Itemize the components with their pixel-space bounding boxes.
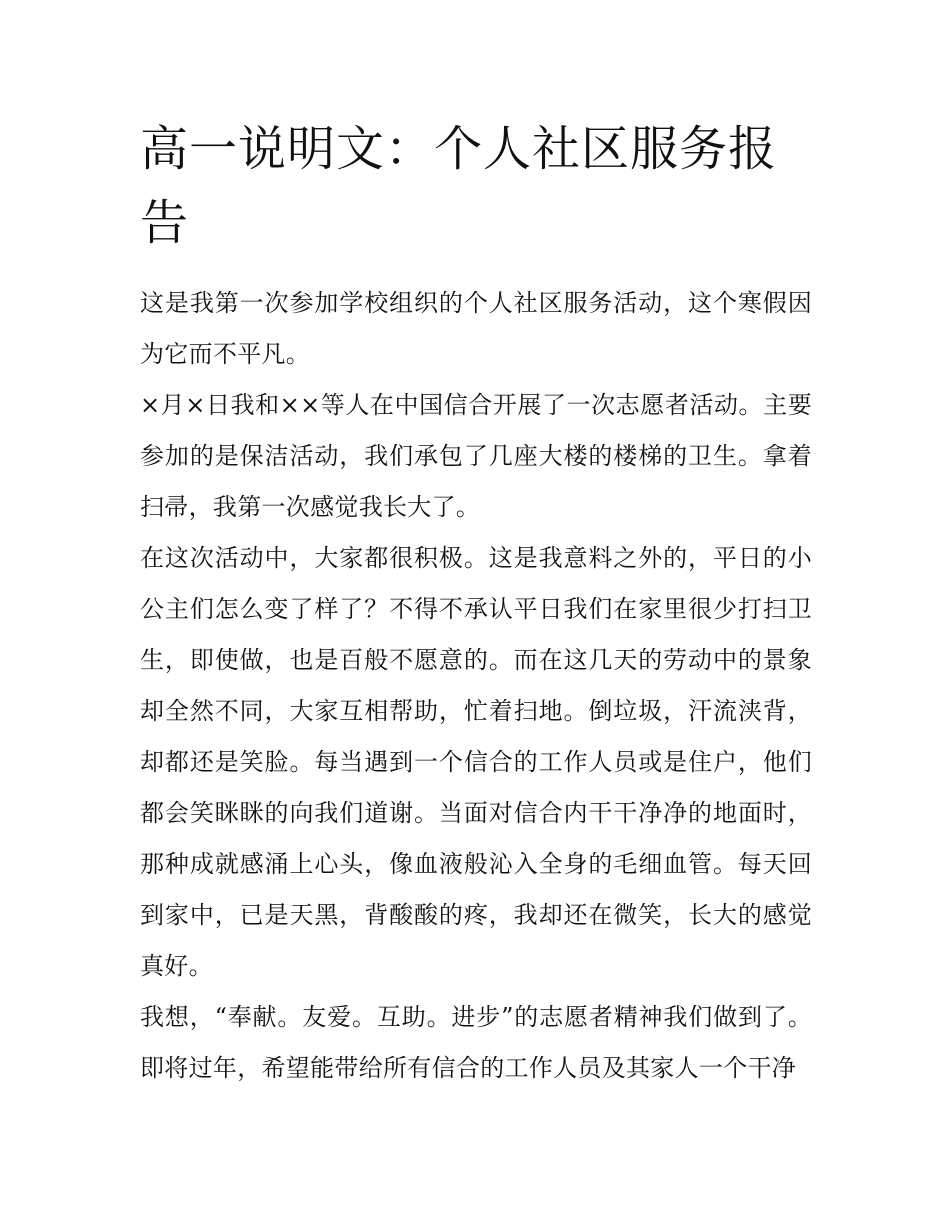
- document-content: [140, 112, 812, 1094]
- paragraph-intro: 这是我第一次参加学校组织的个人社区服务活动，这个寒假因为它而不平凡。: [140, 289, 812, 368]
- paragraph-activity: ×月×日我和××等人在中国信合开展了一次志愿者活动。主要参加的是保洁活动，我们承包了几座大楼的楼梯的卫生。拿着扫帚，我第一次感觉我长大了。: [140, 391, 812, 521]
- paragraph-experience: 在这次活动中，大家都很积极。这是我意料之外的，平日的小公主们怎么变了样了？不得不承认平日我们在家里很少打扫卫生，即使做，也是百般不愿意的。而在这几天的劳动中的景象却全然不同，大家互相帮助，忙着扫地。倒垃圾，汗流浃背，却都还是笑脸。每当遇到一个信合的工作人员或是住户，他们都会笑眯眯的向我们道谢。当面对信合内干干净净的地面时，那种成就感涌上心头，像血液般沁入全身的毛细血管。每天回到家中，已是天黑，背酸酸的疼，我却还在微笑，长大的感觉真好。: [140, 544, 812, 980]
- paragraph-reflection: 我想，“奉献。友爱。互助。进步”的志愿者精神我们做到了。即将过年，希望能带给所有信合的工作人员及其家人一个干净: [140, 1003, 812, 1082]
- document-body: [140, 278, 812, 1094]
- document-title: 高一说明文：个人社区服务报告: [140, 121, 778, 251]
